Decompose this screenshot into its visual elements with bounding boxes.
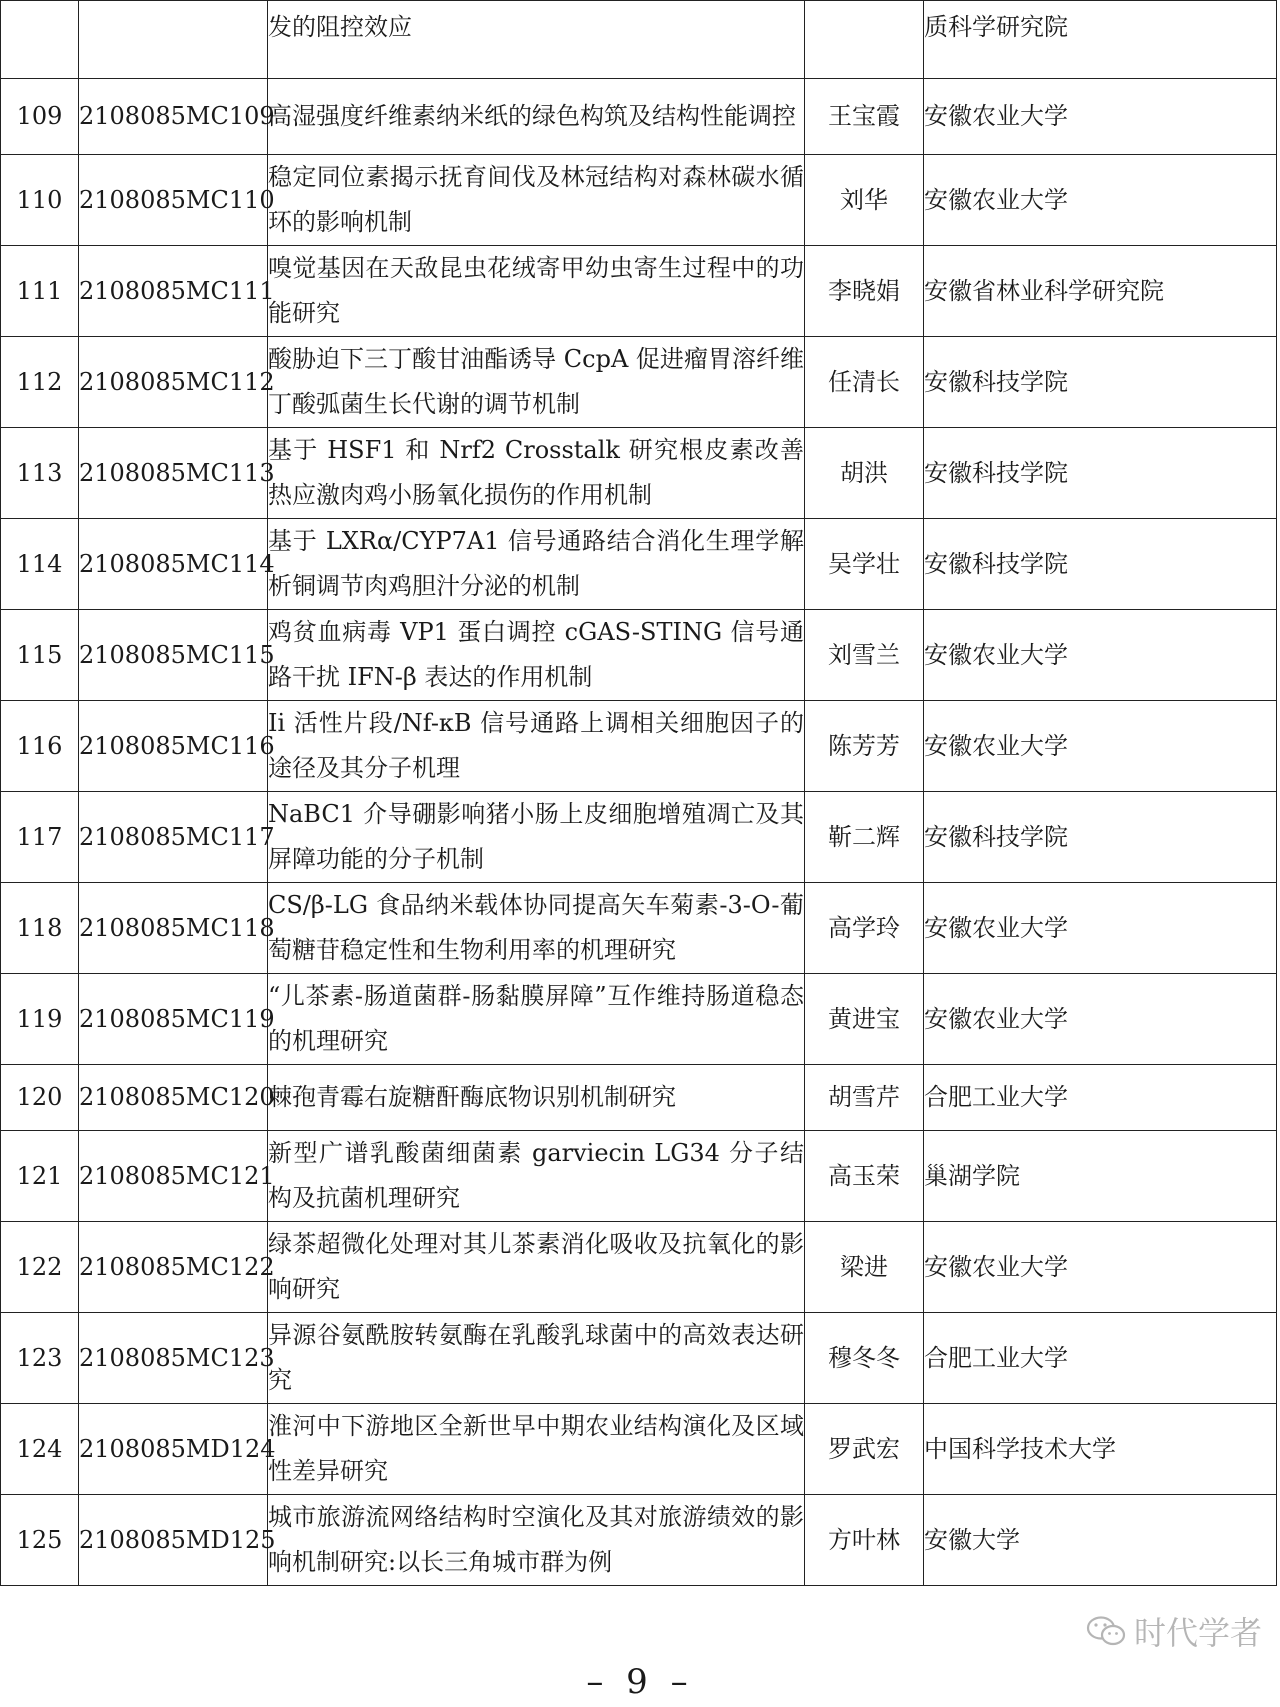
leader-name: 陈芳芳: [805, 701, 924, 792]
row-number: 119: [1, 974, 79, 1065]
institution: 安徽科技学院: [924, 519, 1277, 610]
project-title: 酸胁迫下三丁酸甘油酯诱导 CcpA 促进瘤胃溶纤维丁酸弧菌生长代谢的调节机制: [268, 337, 805, 428]
institution: 安徽省林业科学研究院: [924, 246, 1277, 337]
table-row: [1, 1131, 1277, 1222]
institution: 安徽农业大学: [924, 883, 1277, 974]
institution: 安徽科技学院: [924, 337, 1277, 428]
leader-name: 王宝霞: [805, 79, 924, 155]
project-code: 2108085MC118: [79, 883, 268, 974]
watermark: [1086, 1608, 1262, 1654]
project-title: “儿茶素-肠道菌群-肠黏膜屏障”互作维持肠道稳态的机理研究: [268, 974, 805, 1065]
leader-name: 李晓娟: [805, 246, 924, 337]
table-row: [1, 701, 1277, 792]
project-title: 高湿强度纤维素纳米纸的绿色构筑及结构性能调控: [268, 79, 805, 155]
table-row: [1, 1222, 1277, 1313]
table-row: [1, 1495, 1277, 1586]
project-code: 2108085MC119: [79, 974, 268, 1065]
project-code: 2108085MC122: [79, 1222, 268, 1313]
project-code: 2108085MC121: [79, 1131, 268, 1222]
project-code: [79, 1, 268, 79]
project-code: 2108085MD124: [79, 1404, 268, 1495]
row-number: 110: [1, 155, 79, 246]
project-code: 2108085MC120: [79, 1065, 268, 1131]
leader-name: 穆冬冬: [805, 1313, 924, 1404]
leader-name: [805, 1, 924, 79]
row-number: 114: [1, 519, 79, 610]
project-title: CS/β-LG 食品纳米载体协同提高矢车菊素-3-O-葡萄糖苷稳定性和生物利用率的机理研究: [268, 883, 805, 974]
leader-name: 高玉荣: [805, 1131, 924, 1222]
table-row: [1, 337, 1277, 428]
project-code: 2108085MC112: [79, 337, 268, 428]
institution: 合肥工业大学: [924, 1313, 1277, 1404]
row-number: 125: [1, 1495, 79, 1586]
leader-name: 任清长: [805, 337, 924, 428]
table-row: [1, 1065, 1277, 1131]
institution: 安徽大学: [924, 1495, 1277, 1586]
project-title: 异源谷氨酰胺转氨酶在乳酸乳球菌中的高效表达研究: [268, 1313, 805, 1404]
row-number: 118: [1, 883, 79, 974]
project-code: 2108085MC116: [79, 701, 268, 792]
leader-name: 梁进: [805, 1222, 924, 1313]
project-title: 新型广谱乳酸菌细菌素 garviecin LG34 分子结构及抗菌机理研究: [268, 1131, 805, 1222]
table-row: [1, 519, 1277, 610]
table-row: [1, 792, 1277, 883]
project-code: 2108085MC114: [79, 519, 268, 610]
row-number: [1, 1, 79, 79]
project-title: 基于 LXRα/CYP7A1 信号通路结合消化生理学解析铜调节肉鸡胆汁分泌的机制: [268, 519, 805, 610]
table-row: [1, 1313, 1277, 1404]
project-code: 2108085MC117: [79, 792, 268, 883]
project-title: 稳定同位素揭示抚育间伐及林冠结构对森林碳水循环的影响机制: [268, 155, 805, 246]
institution: 安徽科技学院: [924, 428, 1277, 519]
watermark-text: 时代学者: [1133, 1614, 1262, 1652]
institution: 安徽农业大学: [924, 155, 1277, 246]
row-number: 112: [1, 337, 79, 428]
table-row: [1, 246, 1277, 337]
table-row: [1, 974, 1277, 1065]
project-title: NaBC1 介导硼影响猪小肠上皮细胞增殖凋亡及其屏障功能的分子机制: [268, 792, 805, 883]
project-title: 鸡贫血病毒 VP1 蛋白调控 cGAS-STING 信号通路干扰 IFN-β 表达的作用机制: [268, 610, 805, 701]
row-number: 124: [1, 1404, 79, 1495]
table-body: [1, 1, 1277, 1586]
project-title: 城市旅游流网络结构时空演化及其对旅游绩效的影响机制研究:以长三角城市群为例: [268, 1495, 805, 1586]
institution: 安徽农业大学: [924, 610, 1277, 701]
project-code: 2108085MC109: [79, 79, 268, 155]
leader-name: 吴学壮: [805, 519, 924, 610]
leader-name: 高学玲: [805, 883, 924, 974]
institution: 安徽农业大学: [924, 1222, 1277, 1313]
leader-name: 黄进宝: [805, 974, 924, 1065]
project-code: 2108085MC115: [79, 610, 268, 701]
leader-name: 胡洪: [805, 428, 924, 519]
row-number: 121: [1, 1131, 79, 1222]
table-row: [1, 883, 1277, 974]
institution: 安徽农业大学: [924, 974, 1277, 1065]
row-number: 123: [1, 1313, 79, 1404]
institution: 合肥工业大学: [924, 1065, 1277, 1131]
table-row: [1, 1, 1277, 79]
leader-name: 靳二辉: [805, 792, 924, 883]
project-code: 2108085MC113: [79, 428, 268, 519]
institution: 质科学研究院: [924, 1, 1277, 79]
institution: 中国科学技术大学: [924, 1404, 1277, 1495]
row-number: 113: [1, 428, 79, 519]
row-number: 115: [1, 610, 79, 701]
wechat-icon: [1086, 1615, 1126, 1647]
institution: 安徽农业大学: [924, 701, 1277, 792]
leader-name: 方叶林: [805, 1495, 924, 1586]
project-code: 2108085MC110: [79, 155, 268, 246]
institution: 巢湖学院: [924, 1131, 1277, 1222]
project-title: 淮河中下游地区全新世早中期农业结构演化及区域性差异研究: [268, 1404, 805, 1495]
row-number: 111: [1, 246, 79, 337]
project-code: 2108085MC123: [79, 1313, 268, 1404]
row-number: 122: [1, 1222, 79, 1313]
project-title: 棘孢青霉右旋糖酐酶底物识别机制研究: [268, 1065, 805, 1131]
project-code: 2108085MD125: [79, 1495, 268, 1586]
page-number: – 9 –: [586, 1662, 694, 1702]
project-title: 发的阻控效应: [268, 1, 805, 79]
project-code: 2108085MC111: [79, 246, 268, 337]
leader-name: 罗武宏: [805, 1404, 924, 1495]
table-row: [1, 428, 1277, 519]
table-row: [1, 79, 1277, 155]
row-number: 109: [1, 79, 79, 155]
project-title: 基于 HSF1 和 Nrf2 Crosstalk 研究根皮素改善热应激肉鸡小肠氧化损伤的作用机制: [268, 428, 805, 519]
project-title: Ii 活性片段/Nf-κB 信号通路上调相关细胞因子的途径及其分子机理: [268, 701, 805, 792]
institution: 安徽科技学院: [924, 792, 1277, 883]
project-title: 嗅觉基因在天敌昆虫花绒寄甲幼虫寄生过程中的功能研究: [268, 246, 805, 337]
row-number: 116: [1, 701, 79, 792]
row-number: 120: [1, 1065, 79, 1131]
table-row: [1, 1404, 1277, 1495]
table-row: [1, 155, 1277, 246]
leader-name: 胡雪芹: [805, 1065, 924, 1131]
institution: 安徽农业大学: [924, 79, 1277, 155]
leader-name: 刘华: [805, 155, 924, 246]
table-row: [1, 610, 1277, 701]
row-number: 117: [1, 792, 79, 883]
project-title: 绿茶超微化处理对其儿茶素消化吸收及抗氧化的影响研究: [268, 1222, 805, 1313]
leader-name: 刘雪兰: [805, 610, 924, 701]
